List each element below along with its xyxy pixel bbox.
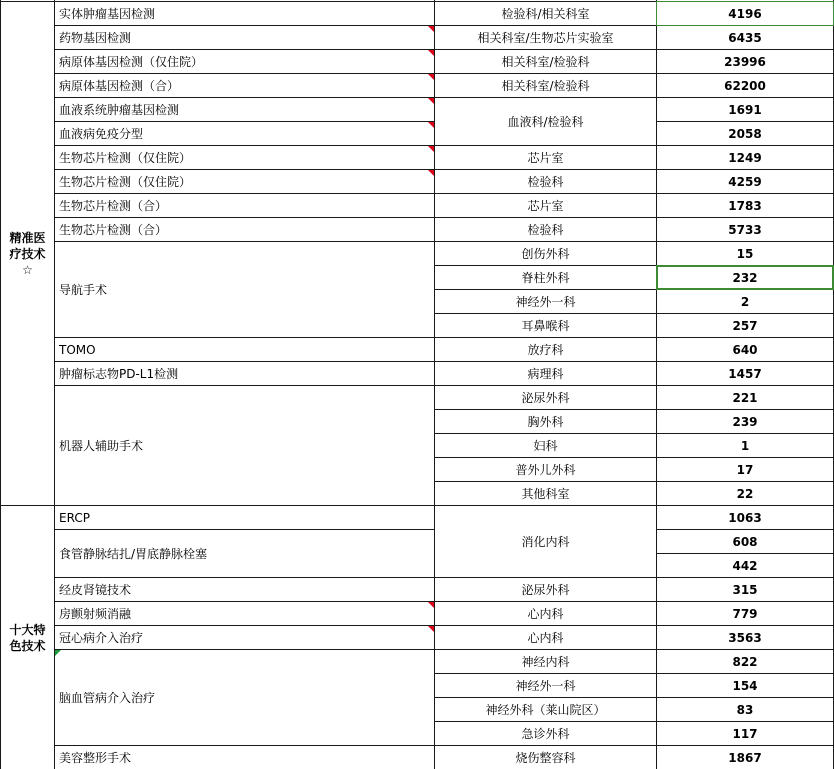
item-cell-text: 脑血管病介入治疗 <box>59 691 156 705</box>
department-cell-text: 消化内科 <box>521 535 570 549</box>
item-cell[interactable] <box>55 74 434 97</box>
value-border <box>656 505 834 506</box>
value-cell-text: 257 <box>732 318 758 333</box>
department-cell[interactable] <box>435 314 656 337</box>
department-cell[interactable] <box>435 746 656 769</box>
department-border <box>434 241 657 242</box>
value-cell-text: 15 <box>736 246 754 261</box>
item-border <box>54 601 435 602</box>
item-cell-text: 病原体基因检测（仅住院） <box>59 55 204 69</box>
value-cell[interactable] <box>657 650 833 673</box>
department-border <box>434 697 657 698</box>
value-border <box>656 73 834 74</box>
item-cell-text: 生物芯片检测（合） <box>59 199 168 213</box>
item-cell[interactable] <box>55 602 434 625</box>
department-border <box>434 97 657 98</box>
value-cell-text: 1867 <box>728 750 762 765</box>
comment-indicator-icon[interactable] <box>428 26 434 32</box>
department-cell[interactable] <box>435 410 656 433</box>
department-cell[interactable] <box>435 74 656 97</box>
value-border <box>656 457 834 458</box>
value-cell-text: 83 <box>736 702 754 717</box>
department-border <box>434 457 657 458</box>
category-cell-text: 十大特色技术 <box>9 622 46 653</box>
comment-indicator-icon[interactable] <box>428 50 434 56</box>
value-border <box>656 553 834 554</box>
value-cell[interactable] <box>657 674 833 697</box>
value-cell-text: 779 <box>732 606 758 621</box>
value-cell[interactable] <box>657 722 833 745</box>
department-cell[interactable] <box>435 194 656 217</box>
value-border <box>656 721 834 722</box>
department-border <box>434 73 657 74</box>
item-cell-text: 机器人辅助手术 <box>59 439 144 453</box>
value-cell[interactable] <box>657 314 833 337</box>
item-cell-text: TOMO <box>59 342 96 357</box>
item-border <box>54 73 435 74</box>
category-cell[interactable] <box>1 506 54 769</box>
item-border <box>54 577 435 578</box>
department-border <box>434 217 657 218</box>
value-cell[interactable] <box>657 290 833 313</box>
department-cell[interactable] <box>435 482 656 505</box>
department-border <box>434 409 657 410</box>
value-cell-text: 608 <box>732 534 758 549</box>
department-border <box>434 169 657 170</box>
value-cell[interactable] <box>657 98 833 121</box>
comment-indicator-icon[interactable] <box>428 146 434 152</box>
category-border <box>0 505 55 506</box>
department-cell-text: 神经内科 <box>521 655 570 669</box>
value-border <box>656 673 834 674</box>
value-cell-text: 62200 <box>724 78 766 93</box>
item-cell-text: 经皮肾镜技术 <box>59 583 132 597</box>
value-cell[interactable] <box>657 170 833 193</box>
department-cell-text: 检验科/相关科室 <box>501 7 590 21</box>
item-border <box>54 745 435 746</box>
item-border <box>54 49 435 50</box>
department-cell[interactable] <box>435 98 656 145</box>
item-cell[interactable] <box>55 626 434 649</box>
cell-outline <box>656 1 834 26</box>
department-cell[interactable] <box>435 218 656 241</box>
value-border <box>656 49 834 50</box>
item-cell[interactable] <box>55 26 434 49</box>
item-border <box>54 97 435 98</box>
item-border <box>54 337 435 338</box>
department-cell[interactable] <box>435 362 656 385</box>
department-cell[interactable] <box>435 698 656 721</box>
department-border <box>434 145 657 146</box>
department-cell[interactable] <box>435 338 656 361</box>
item-cell-text: 冠心病介入治疗 <box>59 631 144 645</box>
value-cell-text: 1783 <box>728 198 762 213</box>
department-cell[interactable] <box>435 26 656 49</box>
item-border <box>54 241 435 242</box>
value-cell[interactable] <box>657 122 833 145</box>
department-cell-text: 检验科 <box>527 175 564 189</box>
item-border <box>54 193 435 194</box>
value-cell[interactable] <box>657 410 833 433</box>
item-cell[interactable] <box>55 506 434 529</box>
department-cell-text: 泌尿外科 <box>521 391 570 405</box>
value-cell[interactable] <box>657 26 833 49</box>
value-cell-text: 2 <box>740 294 750 309</box>
department-cell[interactable] <box>435 506 656 577</box>
department-cell-text: 神经外一科 <box>515 679 576 693</box>
department-cell[interactable] <box>435 434 656 457</box>
value-cell[interactable] <box>657 338 833 361</box>
department-cell[interactable] <box>435 674 656 697</box>
department-cell-text: 血液科/检验科 <box>507 115 584 129</box>
department-cell[interactable] <box>435 146 656 169</box>
item-cell[interactable] <box>55 650 434 745</box>
value-cell[interactable] <box>657 554 833 577</box>
item-border <box>54 121 435 122</box>
value-cell[interactable] <box>657 578 833 601</box>
value-cell-text: 442 <box>732 558 758 573</box>
value-border <box>656 433 834 434</box>
item-cell-text: 血液系统肿瘤基因检测 <box>59 103 180 117</box>
department-cell-text: 创伤外科 <box>521 247 570 261</box>
value-cell-text: 154 <box>732 678 758 693</box>
value-cell[interactable] <box>657 194 833 217</box>
item-border <box>54 169 435 170</box>
department-cell-text: 泌尿外科 <box>521 583 570 597</box>
active-cell-selection[interactable] <box>656 265 834 290</box>
item-cell-text: ERCP <box>59 510 90 525</box>
value-cell[interactable] <box>657 242 833 265</box>
item-cell-text: 导航手术 <box>59 283 108 297</box>
value-border <box>656 577 834 578</box>
item-cell[interactable] <box>55 218 434 241</box>
item-border <box>54 217 435 218</box>
value-cell-text: 23996 <box>724 54 766 69</box>
department-cell-text: 心内科 <box>527 607 564 621</box>
department-cell-text: 相关科室/检验科 <box>501 55 590 69</box>
value-border <box>656 241 834 242</box>
item-cell[interactable] <box>55 170 434 193</box>
category-cell[interactable] <box>1 2 54 505</box>
department-cell-text: 检验科 <box>527 223 564 237</box>
item-cell[interactable] <box>55 530 434 577</box>
department-border <box>434 745 657 746</box>
value-border <box>656 529 834 530</box>
comment-indicator-icon[interactable] <box>428 170 434 176</box>
value-cell[interactable] <box>657 218 833 241</box>
value-border <box>656 361 834 362</box>
item-cell[interactable] <box>55 386 434 505</box>
item-cell[interactable] <box>55 578 434 601</box>
item-border <box>54 505 435 506</box>
department-cell-text: 耳鼻喉科 <box>521 319 570 333</box>
value-border <box>656 193 834 194</box>
department-cell[interactable] <box>435 650 656 673</box>
value-cell-text: 1063 <box>728 510 762 525</box>
item-border <box>54 145 435 146</box>
value-cell[interactable] <box>657 482 833 505</box>
department-cell[interactable] <box>435 2 656 25</box>
department-cell[interactable] <box>435 290 656 313</box>
value-border <box>656 481 834 482</box>
department-border <box>434 1 657 2</box>
value-border <box>656 121 834 122</box>
value-cell[interactable] <box>657 506 833 529</box>
department-border <box>434 505 657 506</box>
value-cell-text: 1691 <box>728 102 762 117</box>
value-cell[interactable] <box>657 458 833 481</box>
comment-indicator-icon[interactable] <box>428 626 434 632</box>
department-border <box>434 361 657 362</box>
department-cell[interactable] <box>435 242 656 265</box>
department-border <box>434 337 657 338</box>
value-cell-text: 1 <box>740 438 750 453</box>
department-cell[interactable] <box>435 458 656 481</box>
department-border <box>434 433 657 434</box>
department-border <box>434 49 657 50</box>
item-cell-text: 房颤射频消融 <box>59 607 132 621</box>
value-cell[interactable] <box>657 626 833 649</box>
value-cell[interactable] <box>657 530 833 553</box>
value-cell-text: 4196 <box>728 6 762 21</box>
category-border <box>0 1 55 2</box>
item-cell-text: 实体肿瘤基因检测 <box>59 7 156 21</box>
item-cell[interactable] <box>55 2 434 25</box>
department-cell-text: 妇科 <box>533 439 558 453</box>
value-cell-text: 6435 <box>728 30 762 45</box>
value-cell-text: 239 <box>732 414 758 429</box>
item-border <box>54 649 435 650</box>
item-cell-text: 生物芯片检测（合） <box>59 223 168 237</box>
value-cell[interactable] <box>657 74 833 97</box>
item-border <box>54 529 435 530</box>
value-cell-text: 315 <box>732 582 758 597</box>
department-cell[interactable] <box>435 170 656 193</box>
department-border <box>434 577 657 578</box>
item-cell-text: 生物芯片检测（仅住院） <box>59 151 192 165</box>
value-cell-text: 1249 <box>728 150 762 165</box>
item-cell[interactable] <box>55 50 434 73</box>
value-border <box>656 169 834 170</box>
value-border <box>656 409 834 410</box>
department-cell-text: 烧伤整容科 <box>515 751 576 765</box>
item-cell[interactable] <box>55 122 434 145</box>
department-border <box>434 25 657 26</box>
item-cell[interactable] <box>55 146 434 169</box>
value-cell[interactable] <box>657 434 833 457</box>
value-cell-text: 3563 <box>728 630 762 645</box>
item-cell[interactable] <box>55 362 434 385</box>
value-cell-text: 5733 <box>728 222 762 237</box>
department-border <box>434 265 657 266</box>
value-cell[interactable] <box>657 386 833 409</box>
department-border <box>434 385 657 386</box>
value-cell[interactable] <box>657 746 833 769</box>
department-cell-text: 急诊外科 <box>521 727 570 741</box>
department-cell[interactable] <box>435 578 656 601</box>
value-cell-text: 640 <box>732 342 758 357</box>
department-cell[interactable] <box>435 626 656 649</box>
category-cell-text: 精准医疗技术☆ <box>9 230 46 277</box>
value-cell[interactable] <box>657 50 833 73</box>
value-cell[interactable] <box>657 602 833 625</box>
value-border <box>656 385 834 386</box>
value-border <box>656 625 834 626</box>
item-cell-text: 药物基因检测 <box>59 31 132 45</box>
value-cell-text: 117 <box>732 726 758 741</box>
department-cell-text: 普外儿外科 <box>515 463 576 477</box>
department-border <box>434 625 657 626</box>
item-cell[interactable] <box>55 242 434 337</box>
department-border <box>434 649 657 650</box>
department-cell[interactable] <box>435 50 656 73</box>
department-cell-text: 其他科室 <box>521 487 570 501</box>
department-cell-text: 相关科室/生物芯片实验室 <box>477 31 614 45</box>
item-border <box>54 361 435 362</box>
item-border <box>54 385 435 386</box>
item-cell[interactable] <box>55 98 434 121</box>
comment-indicator-icon[interactable] <box>428 74 434 80</box>
comment-indicator-icon[interactable] <box>428 122 434 128</box>
item-cell-text: 食管静脉结扎/胃底静脉栓塞 <box>59 547 208 561</box>
department-cell-text: 病理科 <box>527 367 564 381</box>
department-cell-text: 芯片室 <box>527 151 564 165</box>
value-border <box>656 649 834 650</box>
item-cell-text: 病原体基因检测（合） <box>59 79 180 93</box>
department-border <box>434 481 657 482</box>
item-border <box>54 1 435 2</box>
value-border <box>656 217 834 218</box>
department-cell-text: 神经外科（莱山院区） <box>485 703 606 717</box>
department-cell-text: 胸外科 <box>527 415 564 429</box>
value-border <box>656 601 834 602</box>
item-cell-text: 美容整形手术 <box>59 751 132 765</box>
value-cell-text: 232 <box>732 270 758 285</box>
error-indicator-icon[interactable] <box>55 650 61 656</box>
department-border <box>434 289 657 290</box>
department-cell-text: 神经外一科 <box>515 295 576 309</box>
department-cell[interactable] <box>435 602 656 625</box>
item-cell[interactable] <box>55 338 434 361</box>
value-cell[interactable] <box>657 146 833 169</box>
department-border <box>434 721 657 722</box>
department-cell-text: 心内科 <box>527 631 564 645</box>
value-border <box>656 145 834 146</box>
department-cell-text: 相关科室/检验科 <box>501 79 590 93</box>
value-cell-text: 22 <box>736 486 754 501</box>
value-cell[interactable] <box>657 362 833 385</box>
department-cell-text: 脊柱外科 <box>521 271 570 285</box>
department-cell[interactable] <box>435 386 656 409</box>
comment-indicator-icon[interactable] <box>428 98 434 104</box>
item-border <box>54 625 435 626</box>
item-cell-text: 生物芯片检测（仅住院） <box>59 175 192 189</box>
department-border <box>434 601 657 602</box>
value-border <box>656 697 834 698</box>
value-border <box>656 745 834 746</box>
department-border <box>434 673 657 674</box>
item-border <box>54 25 435 26</box>
value-border <box>656 97 834 98</box>
department-cell-text: 放疗科 <box>527 343 564 357</box>
value-border <box>656 337 834 338</box>
department-border <box>434 193 657 194</box>
item-cell-text: 血液病免疫分型 <box>59 127 144 141</box>
item-cell-text: 肿瘤标志物PD-L1检测 <box>59 367 179 381</box>
department-cell[interactable] <box>435 722 656 745</box>
value-cell-text: 221 <box>732 390 758 405</box>
value-cell-text: 1457 <box>728 366 762 381</box>
comment-indicator-icon[interactable] <box>428 602 434 608</box>
value-border <box>656 313 834 314</box>
value-cell[interactable] <box>657 698 833 721</box>
value-cell-text: 4259 <box>728 174 762 189</box>
department-cell[interactable] <box>435 266 656 289</box>
department-border <box>434 313 657 314</box>
value-cell-text: 822 <box>732 654 758 669</box>
value-cell-text: 17 <box>736 462 754 477</box>
department-cell-text: 芯片室 <box>527 199 564 213</box>
item-cell[interactable] <box>55 746 434 769</box>
value-cell-text: 2058 <box>728 126 762 141</box>
item-cell[interactable] <box>55 194 434 217</box>
